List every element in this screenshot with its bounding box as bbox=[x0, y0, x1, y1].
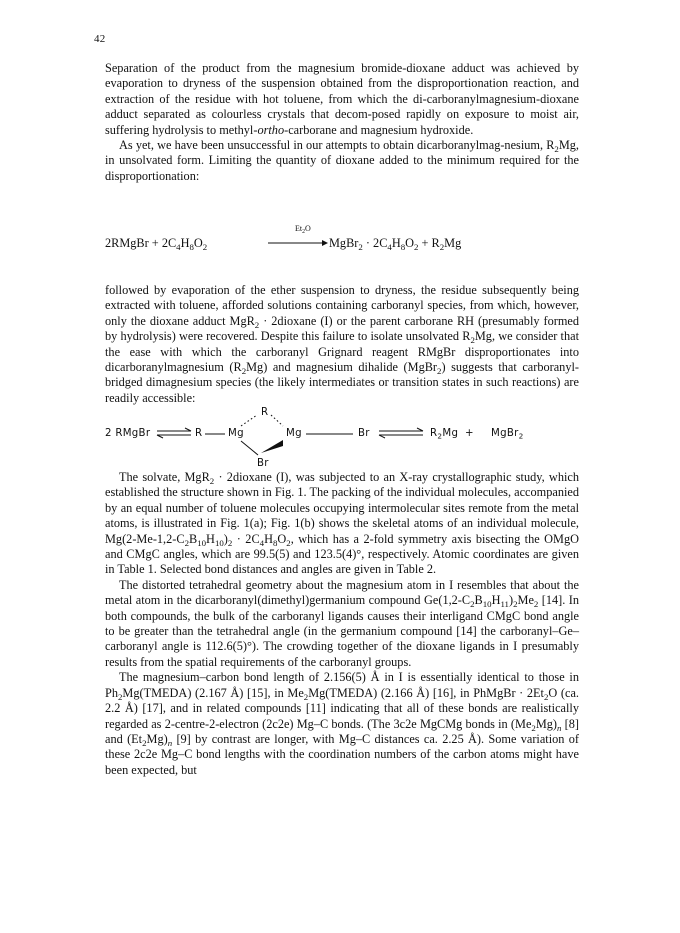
paragraph-4: The solvate, MgR$_2$ · 2dioxane (I), was subjected to an X-ray crystallographic study, which established the structure shown in Fig. 1. The packing of the individual molecules, accompanied by an equal number of toluene molecules occupying intermolecular sites remote from the metal atoms, is illustrated in Fig. 1(a); Fig. 1(b) shows the skeletal atoms of an individual molecule, $Mg(2-Me-1,2-C_2B_{10}H_{10})_2 \cdot 2C_4H_8O_2$, which has a 2-fold symmetry axis bisecting the OMgO and CMgC angles, which are 99.5(5) and 123.5(4)°, respectively. Atomic coordinates are given in Table 1. Selected bond distances and angles are given in Table 2. bbox=[105, 470, 579, 577]
scheme-product-mgbr2: MgBr$_2$ bbox=[491, 428, 524, 441]
scheme-bridge-br: Br bbox=[257, 458, 269, 469]
equation-left: 2RMgBr + $2C_4H_8O_2$ bbox=[105, 236, 208, 252]
paragraph-1: Separation of the product from the magnesium bromide-dioxane adduct was achieved by evaporation to dryness of the suspension obtained from the disproportionation reaction, and extraction of the residue with hot toluene, from which the di-carboranylmagnesium-dioxane adduct separated as colourless crystals that decom-posed rapidly on exposure to moist air, suffering hydrolysis to methyl-ortho-carborane and magnesium hydroxide. bbox=[105, 61, 579, 137]
scheme-r-left: R bbox=[195, 428, 203, 439]
paragraph-5: The distorted tetrahedral geometry about the magnesium atom in I resembles that about the metal atom in the dicarboranyl(dimethyl)germanium compound $Ge(1,2-C_2B_{10}H_{11})_2Me_2$ [14]. In both compounds, the bulk of the carboranyl ligands causes their interligand CMgC bond angle to be greater than the tetrahedral angle (in the germanium compound [14] the carboranyl–Ge–carboranyl angle is 112.6(5)°). The crowding together of the dioxane ligands in I presumably results from the spatial requirements of the carboranyl groups. bbox=[105, 577, 579, 669]
scheme-mg-left: Mg bbox=[228, 428, 244, 439]
text-block-2 bbox=[105, 283, 579, 406]
text-block-3 bbox=[105, 470, 579, 778]
text-block-1 bbox=[105, 61, 579, 184]
paragraph-2: As yet, we have been unsuccessful in our attempts to obtain dicarboranylmag-nesium, $R_2Mg$, in unsolvated form. Limiting the quantity of dioxane added to the minimum required for the disproportionation: bbox=[105, 138, 579, 183]
reaction-arrow-icon bbox=[268, 236, 328, 250]
equation-solvent: $Et_2O$ bbox=[295, 224, 311, 235]
scheme-bridge-r: R bbox=[261, 407, 269, 418]
equation-right: MgBr$_2$ · $2C_4H_8O_2 + R_2Mg$ bbox=[329, 236, 462, 252]
paragraph-3: followed by evaporation of the ether suspension to dryness, the residue subsequently being extracted with toluene, afforded solutions containing carboranyl species, from which, however, only the dioxane adduct MgR$_2$ · 2dioxane (I) or the parent carborane RH (presumably formed by hydrolysis) were recovered. Despite this failure to isolate unsolvated $R_2Mg$, we consider that the ease with which the carboranyl Grignard reagent RMgBr disproportionates into dicarboranylmagnesium $(R_2Mg)$ and magnesium dihalide (MgBr$_2$) suggests that carboranyl-bridged dimagnesium species (the likely intermediates or transition states in such reactions) are readily accessible: bbox=[105, 283, 579, 405]
scheme-br-right: Br bbox=[358, 428, 370, 439]
scheme-product-r2mg: $R_2Mg$ bbox=[430, 428, 459, 441]
reaction-scheme bbox=[105, 400, 579, 472]
scheme-reactant: 2 RMgBr bbox=[105, 428, 151, 439]
scheme-mg-right: Mg bbox=[286, 428, 302, 439]
paragraph-6: The magnesium–carbon bond length of 2.156(5) Å in I is essentially identical to those in $Ph_2Mg(TMEDA)$ (2.167 Å) [15], in $Me_2Mg(TMEDA)$ (2.166 Å) [16], in PhMgBr · $2Et_2O$ (ca. 2.2 Å) [17], and in related compounds [11] indicating that all of these bonds are realistically regarded as 2-centre-2-electron (2c2e) Mg–C bonds. (The 3c2e MgCMg bonds in $(Me_2Mg)_n$ [8] and $(Et_2Mg)_n$ [9] by contrast are longer, with Mg–C distances ca. 2.25 Å). Some variation of these 2c2e Mg–C bond lengths with the coordination numbers of the carbon atoms might have been expected, but bbox=[105, 670, 579, 777]
page-number: 42 bbox=[94, 33, 106, 45]
scheme-plus: + bbox=[465, 428, 474, 439]
equation-1 bbox=[105, 224, 579, 260]
